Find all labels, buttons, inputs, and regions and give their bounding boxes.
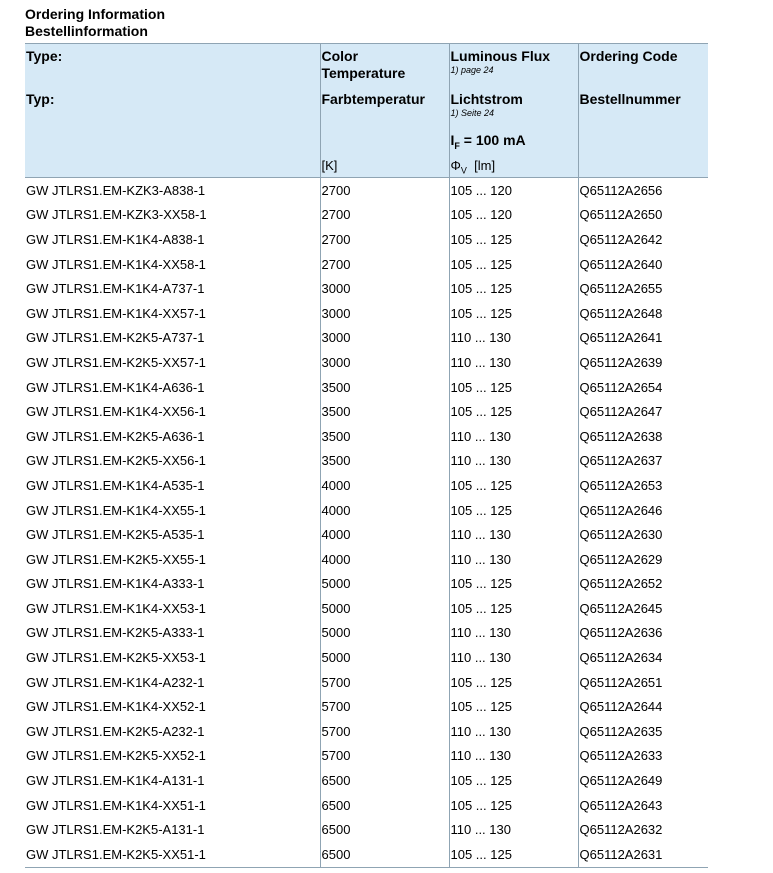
color-temperature-cell: 3500 <box>320 375 449 400</box>
luminous-flux-cell: 105 ... 125 <box>449 768 578 793</box>
luminous-flux-cell: 105 ... 125 <box>449 596 578 621</box>
type-cell: GW JTLRS1.EM-KZK3-A838-1 <box>26 182 206 198</box>
header-color-unit: [K] <box>321 158 338 173</box>
luminous-flux-cell: 105 ... 120 <box>449 178 578 203</box>
color-temperature-cell: 5700 <box>320 719 449 744</box>
table-row <box>25 498 708 523</box>
type-cell: GW JTLRS1.EM-K2K5-A131-1 <box>26 822 205 838</box>
ordering-code-cell: Q65112A2630 <box>578 522 708 547</box>
ordering-code-cell: Q65112A2644 <box>578 694 708 719</box>
header-flux-en-block <box>451 48 551 76</box>
color-temperature-cell: 5000 <box>320 645 449 670</box>
color-temperature-cell: 3000 <box>320 301 449 326</box>
table-row <box>25 842 708 867</box>
table-row <box>25 424 708 449</box>
flux-unit-text: [lm] <box>466 158 496 173</box>
type-cell: GW JTLRS1.EM-KZK3-XX58-1 <box>26 207 207 223</box>
table-row <box>25 276 708 301</box>
type-cell: GW JTLRS1.EM-K2K5-A737-1 <box>26 330 205 346</box>
header-color-de: Farbtemperatur <box>321 91 425 107</box>
header-flux-de-note: 1) Seite 24 <box>450 108 495 118</box>
ordering-code-cell: Q65112A2632 <box>578 817 708 842</box>
ordering-code-cell: Q65112A2639 <box>578 350 708 375</box>
color-temperature-cell: 3000 <box>320 350 449 375</box>
luminous-flux-cell: 110 ... 130 <box>449 547 578 572</box>
ordering-code-cell: Q65112A2646 <box>578 498 708 523</box>
ordering-table <box>25 43 708 868</box>
header-color-en-line1: Color <box>321 48 359 64</box>
header-flux-en-note: 1) page 24 <box>450 65 494 75</box>
table-body <box>25 178 708 868</box>
color-temperature-cell: 3500 <box>320 424 449 449</box>
type-cell: GW JTLRS1.EM-K2K5-XX56-1 <box>26 453 206 469</box>
table-row <box>25 768 708 793</box>
type-cell: GW JTLRS1.EM-K1K4-A333-1 <box>26 576 205 592</box>
table-row <box>25 596 708 621</box>
color-temperature-cell: 6500 <box>320 817 449 842</box>
title-en: Ordering Information <box>25 6 165 22</box>
type-cell: GW JTLRS1.EM-K2K5-A535-1 <box>26 527 205 543</box>
type-cell: GW JTLRS1.EM-K1K4-A131-1 <box>26 773 205 789</box>
if-value: = 100 mA <box>459 132 526 148</box>
header-flux-en: Luminous Flux <box>450 48 551 64</box>
type-cell: GW JTLRS1.EM-K1K4-XX55-1 <box>26 502 206 518</box>
table-row <box>25 326 708 351</box>
luminous-flux-cell: 110 ... 130 <box>449 744 578 769</box>
section-title <box>25 6 165 40</box>
header-color-en-line2: Temperature <box>321 65 406 81</box>
luminous-flux-cell: 105 ... 125 <box>449 572 578 597</box>
type-cell: GW JTLRS1.EM-K1K4-XX52-1 <box>26 699 206 715</box>
header-code-de: Bestellnummer <box>579 91 681 107</box>
phi-subscript: V <box>460 165 467 176</box>
ordering-code-cell: Q65112A2634 <box>578 645 708 670</box>
table-row <box>25 301 708 326</box>
color-temperature-cell: 6500 <box>320 793 449 818</box>
color-temperature-cell: 5000 <box>320 572 449 597</box>
header-ordering-code <box>578 44 708 178</box>
type-cell: GW JTLRS1.EM-K2K5-XX55-1 <box>26 551 206 567</box>
ordering-code-cell: Q65112A2643 <box>578 793 708 818</box>
luminous-flux-cell: 105 ... 125 <box>449 301 578 326</box>
table-row <box>25 645 708 670</box>
table-row <box>25 817 708 842</box>
color-temperature-cell: 5000 <box>320 621 449 646</box>
title-de: Bestellinformation <box>25 23 148 39</box>
type-cell: GW JTLRS1.EM-K2K5-A232-1 <box>26 723 205 739</box>
table-row <box>25 473 708 498</box>
type-cell: GW JTLRS1.EM-K1K4-XX57-1 <box>26 305 206 321</box>
header-color-en <box>322 48 406 82</box>
ordering-code-cell: Q65112A2653 <box>578 473 708 498</box>
header-color-temperature <box>320 44 449 178</box>
luminous-flux-cell: 105 ... 125 <box>449 252 578 277</box>
color-temperature-cell: 4000 <box>320 547 449 572</box>
color-temperature-cell: 5000 <box>320 596 449 621</box>
phi-symbol: Φ <box>450 158 461 173</box>
table-row <box>25 547 708 572</box>
color-temperature-cell: 4000 <box>320 498 449 523</box>
table-row <box>25 252 708 277</box>
type-cell: GW JTLRS1.EM-K1K4-XX56-1 <box>26 404 206 420</box>
color-temperature-cell: 3000 <box>320 276 449 301</box>
header-type <box>25 44 320 178</box>
ordering-code-cell: Q65112A2631 <box>578 842 708 867</box>
color-temperature-cell: 5700 <box>320 744 449 769</box>
ordering-code-cell: Q65112A2640 <box>578 252 708 277</box>
ordering-code-cell: Q65112A2645 <box>578 596 708 621</box>
ordering-code-cell: Q65112A2641 <box>578 326 708 351</box>
color-temperature-cell: 2700 <box>320 227 449 252</box>
color-temperature-cell: 2700 <box>320 203 449 228</box>
table-row <box>25 178 708 203</box>
color-temperature-cell: 3500 <box>320 449 449 474</box>
type-cell: GW JTLRS1.EM-K1K4-A535-1 <box>26 477 205 493</box>
color-temperature-cell: 4000 <box>320 522 449 547</box>
table-row <box>25 203 708 228</box>
luminous-flux-cell: 105 ... 125 <box>449 227 578 252</box>
type-cell: GW JTLRS1.EM-K2K5-A333-1 <box>26 625 205 641</box>
ordering-code-cell: Q65112A2638 <box>578 424 708 449</box>
type-cell: GW JTLRS1.EM-K2K5-XX52-1 <box>26 748 206 764</box>
table-header-row <box>25 44 708 178</box>
luminous-flux-cell: 110 ... 130 <box>449 719 578 744</box>
luminous-flux-cell: 110 ... 130 <box>449 326 578 351</box>
header-luminous-flux <box>449 44 578 178</box>
luminous-flux-cell: 110 ... 130 <box>449 350 578 375</box>
type-cell: GW JTLRS1.EM-K1K4-XX53-1 <box>26 600 206 616</box>
if-symbol: I <box>450 132 455 148</box>
table-row <box>25 621 708 646</box>
ordering-code-cell: Q65112A2651 <box>578 670 708 695</box>
color-temperature-cell: 4000 <box>320 473 449 498</box>
type-cell: GW JTLRS1.EM-K1K4-A737-1 <box>26 281 205 297</box>
header-code-en: Ordering Code <box>579 48 678 64</box>
table-row <box>25 572 708 597</box>
header-type-de: Typ: <box>26 91 55 107</box>
ordering-code-cell: Q65112A2648 <box>578 301 708 326</box>
table-row <box>25 670 708 695</box>
luminous-flux-cell: 110 ... 130 <box>449 621 578 646</box>
luminous-flux-cell: 105 ... 125 <box>449 399 578 424</box>
ordering-code-cell: Q65112A2642 <box>578 227 708 252</box>
ordering-code-cell: Q65112A2633 <box>578 744 708 769</box>
luminous-flux-cell: 105 ... 125 <box>449 498 578 523</box>
ordering-code-cell: Q65112A2647 <box>578 399 708 424</box>
color-temperature-cell: 6500 <box>320 842 449 867</box>
luminous-flux-cell: 110 ... 130 <box>449 522 578 547</box>
luminous-flux-cell: 110 ... 130 <box>449 424 578 449</box>
color-temperature-cell: 6500 <box>320 768 449 793</box>
table-row <box>25 522 708 547</box>
luminous-flux-cell: 110 ... 130 <box>449 817 578 842</box>
luminous-flux-cell: 105 ... 125 <box>449 694 578 719</box>
type-cell: GW JTLRS1.EM-K2K5-XX51-1 <box>25 842 320 867</box>
color-temperature-cell: 3000 <box>320 326 449 351</box>
table-row <box>25 350 708 375</box>
table-row <box>25 227 708 252</box>
luminous-flux-cell: 110 ... 130 <box>449 645 578 670</box>
luminous-flux-cell: 110 ... 130 <box>449 449 578 474</box>
type-cell: GW JTLRS1.EM-K2K5-XX53-1 <box>26 650 206 666</box>
ordering-code-cell: Q65112A2637 <box>578 449 708 474</box>
luminous-flux-cell: 105 ... 125 <box>449 276 578 301</box>
type-cell: GW JTLRS1.EM-K1K4-A838-1 <box>26 231 205 247</box>
color-temperature-cell: 2700 <box>320 252 449 277</box>
table-row <box>25 694 708 719</box>
table-row <box>25 375 708 400</box>
ordering-code-cell: Q65112A2652 <box>578 572 708 597</box>
type-cell: GW JTLRS1.EM-K2K5-A636-1 <box>26 428 205 444</box>
ordering-code-cell: Q65112A2629 <box>578 547 708 572</box>
ordering-code-cell: Q65112A2650 <box>578 203 708 228</box>
luminous-flux-cell: 105 ... 125 <box>449 793 578 818</box>
color-temperature-cell: 5700 <box>320 670 449 695</box>
table-row <box>25 449 708 474</box>
luminous-flux-cell: 105 ... 125 <box>449 375 578 400</box>
ordering-code-cell: Q65112A2636 <box>578 621 708 646</box>
header-flux-de-block <box>451 91 523 119</box>
ordering-code-cell: Q65112A2655 <box>578 276 708 301</box>
table-row <box>25 744 708 769</box>
header-type-en: Type: <box>26 48 63 64</box>
type-cell: GW JTLRS1.EM-K2K5-XX57-1 <box>26 354 206 370</box>
color-temperature-cell: 5700 <box>320 694 449 719</box>
type-cell: GW JTLRS1.EM-K1K4-A636-1 <box>26 379 205 395</box>
ordering-code-cell: Q65112A2654 <box>578 375 708 400</box>
luminous-flux-cell: 105 ... 120 <box>449 203 578 228</box>
header-flux-condition <box>451 132 526 151</box>
ordering-code-cell: Q65112A2649 <box>578 768 708 793</box>
type-cell: GW JTLRS1.EM-K1K4-A232-1 <box>26 674 205 690</box>
header-flux-de: Lichtstrom <box>450 91 523 107</box>
if-subscript: F <box>454 140 460 151</box>
table-row <box>25 399 708 424</box>
color-temperature-cell: 2700 <box>320 178 449 203</box>
luminous-flux-cell: 105 ... 125 <box>449 670 578 695</box>
luminous-flux-cell: 105 ... 125 <box>449 473 578 498</box>
ordering-code-cell: Q65112A2656 <box>578 178 708 203</box>
table-row <box>25 719 708 744</box>
type-cell: GW JTLRS1.EM-K1K4-XX51-1 <box>26 797 206 813</box>
luminous-flux-cell: 105 ... 125 <box>449 842 578 867</box>
ordering-code-cell: Q65112A2635 <box>578 719 708 744</box>
type-cell: GW JTLRS1.EM-K1K4-XX58-1 <box>26 256 206 272</box>
color-temperature-cell: 3500 <box>320 399 449 424</box>
header-flux-unit <box>451 158 496 176</box>
table-row <box>25 793 708 818</box>
